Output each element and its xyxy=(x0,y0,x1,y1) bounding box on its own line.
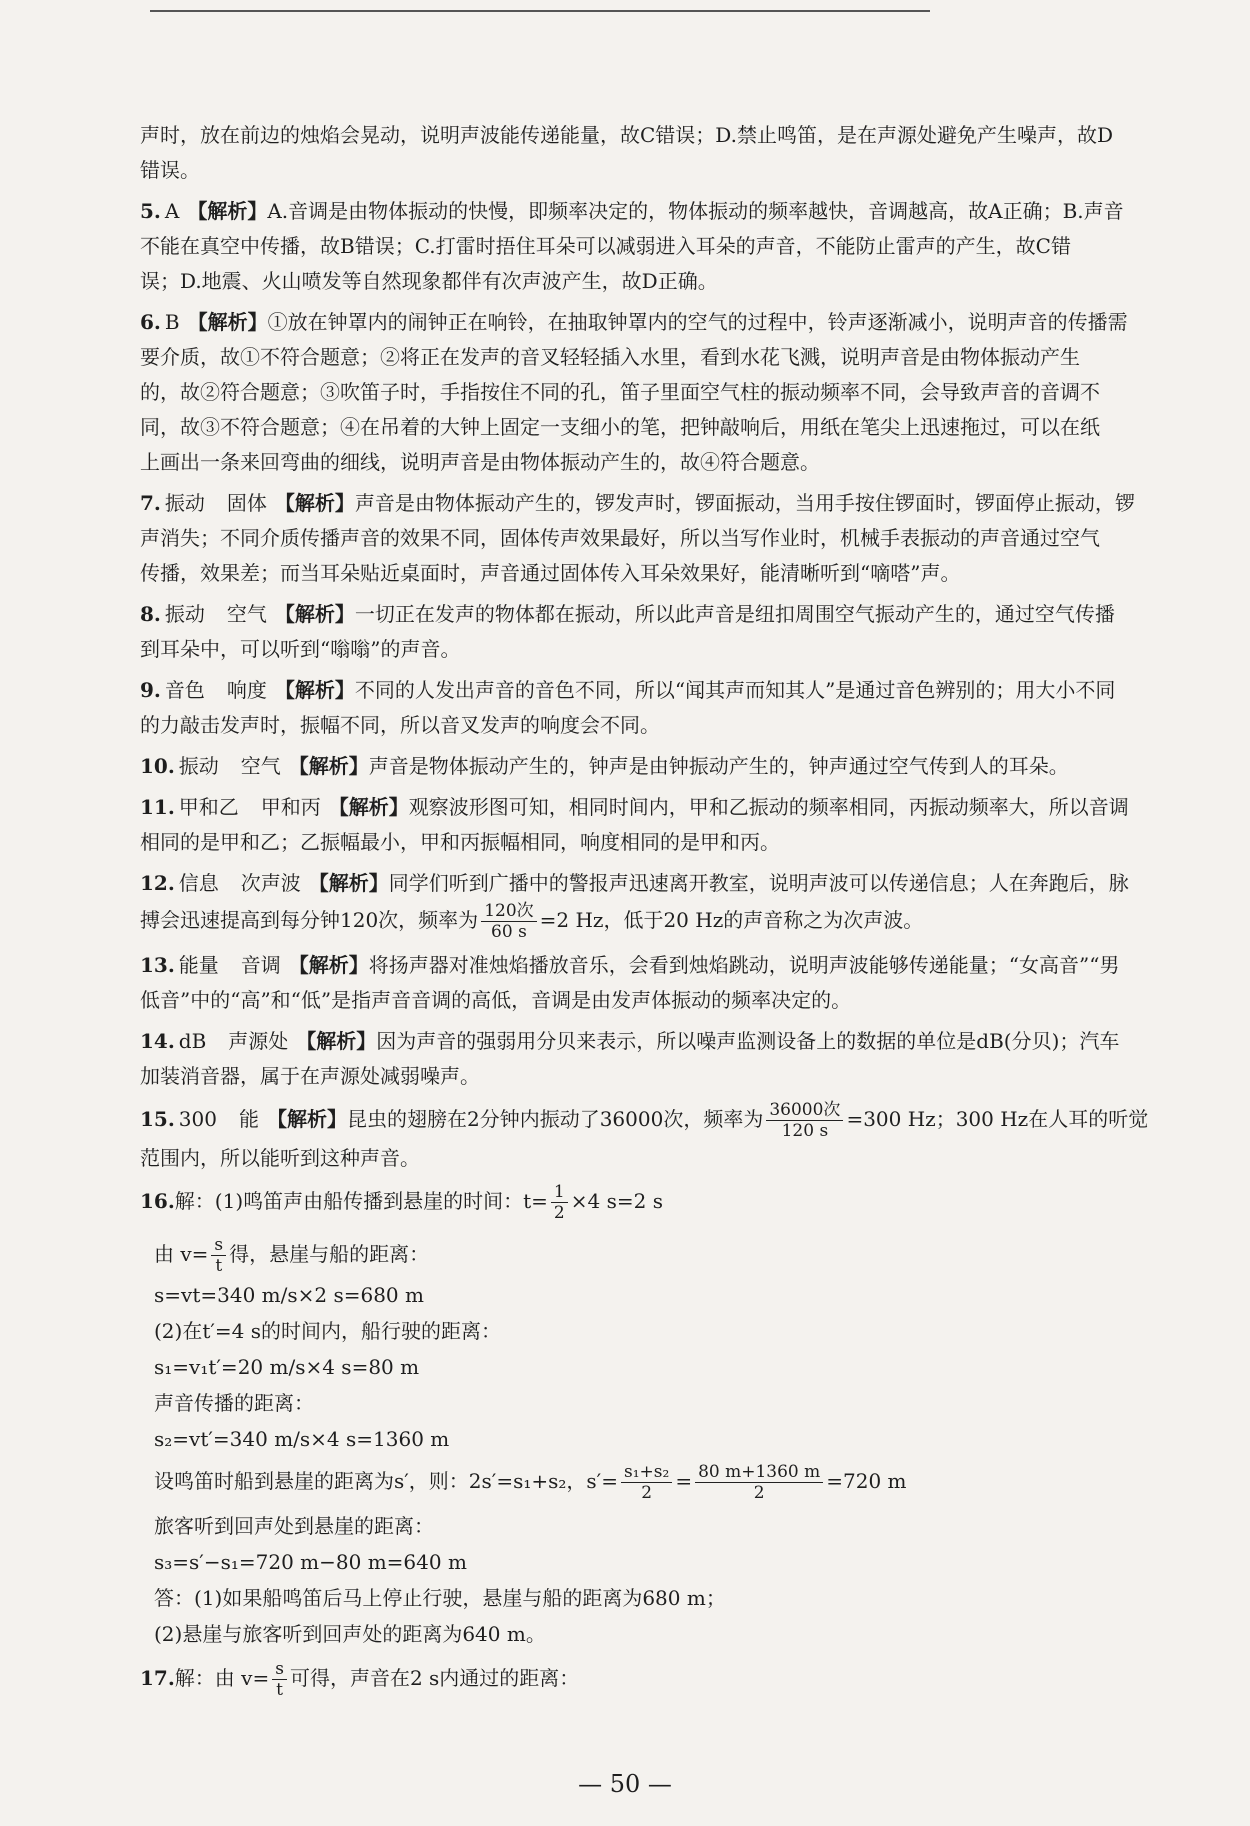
q16-number: 16. xyxy=(140,1189,175,1213)
q9-item: 9. 音色 响度 【解析】不同的人发出声音的音色不同，所以“闻其声而知其人”是通过音色辨别的；用大小不同 的力敲击发声时，振幅不同，所以音叉发声的响度会不同。 xyxy=(140,678,1116,737)
q6-analysis-tag: 【解析】 xyxy=(187,310,268,334)
q4-continuation: 声时，放在前边的烛焰会晃动，说明声波能传递能量，故C错误；D.禁止鸣笛，是在声源处避免产生噪声，故D 错误。 xyxy=(140,123,1114,182)
q13-analysis-tag: 【解析】 xyxy=(288,953,369,977)
q7-answer-2: 固体 xyxy=(226,491,267,515)
q16-fraction-velocity: $\frac{s}{t}$ xyxy=(211,1235,226,1276)
q6-number: 6. xyxy=(140,310,161,334)
q5-answer: A xyxy=(164,199,180,223)
q12-analysis-tag: 【解析】 xyxy=(308,871,389,895)
q12-item: 12. 信息 次声波 【解析】同学们听到广播中的警报声迅速离开教室，说明声波可以传递信息；人在奔跑后，脉 搏会迅速提高到每分钟120次，频率为 $\frac{\text{120次}}{60 s}$ =2 Hz，低于20 Hz的声音称之为次声波。 xyxy=(140,871,1129,942)
q12-answer-1: 信息 xyxy=(178,871,219,895)
q6-answer: B xyxy=(164,310,180,334)
q11-analysis-tag: 【解析】 xyxy=(328,795,409,819)
q14-analysis-tag: 【解析】 xyxy=(296,1029,377,1053)
q6-item: 6. B 【解析】①放在钟罩内的闹钟正在响铃，在抽取钟罩内的空气的过程中，铃声逐渐减小，说明声音的传播需 要介质，故①不符合题意；②将正在发声的音叉轻轻插入水里，看到水花飞溅，说明声音是由物体振动产生 的，故②符合题意；③吹笛子时，手指按住不同的孔，笛子里面空气柱的振动频率不同，会导致声音的音调不 同，故③不符合题意；④在吊着的大钟上固定一支细小的笔，把钟敲响后，用纸在笔尖上迅速拖过，可以在纸 上画出一条来回弯曲的细线，说明声音是由物体振动产生的，故④符合题意。 xyxy=(140,310,1128,474)
q7-answer-1: 振动 xyxy=(164,491,205,515)
q11-number: 11. xyxy=(140,795,175,819)
answer-page xyxy=(140,118,1170,1706)
q7-analysis-tag: 【解析】 xyxy=(274,491,355,515)
q10-answer-2: 空气 xyxy=(240,754,281,778)
q15-answer-2: 能 xyxy=(238,1107,259,1131)
q9-answer-1: 音色 xyxy=(164,678,205,702)
q9-number: 9. xyxy=(140,678,161,702)
q14-number: 14. xyxy=(140,1029,175,1053)
q8-number: 8. xyxy=(140,602,161,626)
q17-number: 17. xyxy=(140,1666,175,1690)
q13-answer-2: 音调 xyxy=(240,953,281,977)
q15-fraction: $\frac{\text{36000次}}{120 s}$ xyxy=(766,1100,843,1141)
q5-number: 5. xyxy=(140,199,161,223)
q17-item: 17.解：由 v= $\frac{s}{t}$ 可得，声音在2 s内通过的距离： xyxy=(140,1659,580,1700)
top-rule xyxy=(150,10,930,12)
q16-fraction-half: $\frac{1}{2}$ xyxy=(551,1182,568,1223)
q5-item: 5. A 【解析】A.音调是由物体振动的快慢，即频率决定的，物体振动的频率越快，音调越高，故A正确；B.声音 不能在真空中传播，故B错误；C.打雷时捂住耳朵可以减弱进入耳朵的声音，不能防止雷声的产生，故C错 误；D.地震、火山喷发等自然现象都伴有次声波产生，故D正确。 xyxy=(140,199,1124,293)
q11-answer-2: 甲和丙 xyxy=(260,795,321,819)
q10-analysis-tag: 【解析】 xyxy=(288,754,369,778)
q13-number: 13. xyxy=(140,953,175,977)
q12-answer-2: 次声波 xyxy=(240,871,301,895)
q9-analysis-tag: 【解析】 xyxy=(274,678,355,702)
q15-item: 15. 300 能 【解析】昆虫的翅膀在2分钟内振动了36000次，频率为 $\frac{\text{36000次}}{120 s}$ =300 Hz；300 Hz在人耳的听觉 范围内，所以能听到这种声音。 xyxy=(140,1100,1149,1170)
q7-item: 7. 振动 固体 【解析】声音是由物体振动产生的，锣发声时，锣面振动，当用手按住锣面时，锣面停止振动，锣 声消失；不同介质传播声音的效果不同，固体传声效果最好，所以当写作业时，机械手表振动的声音通过空气 传播，效果差；而当耳朵贴近桌面时，声音通过固体传入耳朵效果好，能清晰听到“嘀嗒”声。 xyxy=(140,491,1135,585)
q7-number: 7. xyxy=(140,491,161,515)
q12-number: 12. xyxy=(140,871,175,895)
q9-answer-2: 响度 xyxy=(226,678,267,702)
page-number: — 50 — xyxy=(578,1770,672,1798)
q14-item: 14. dB 声源处 【解析】因为声音的强弱用分贝来表示，所以噪声监测设备上的数据的单位是dB(分贝)；汽车 加装消音器，属于在声源处减弱噪声。 xyxy=(140,1029,1120,1088)
q14-answer-1: dB xyxy=(178,1029,207,1053)
q11-answer-1: 甲和乙 xyxy=(178,795,239,819)
q5-analysis-tag: 【解析】 xyxy=(187,199,268,223)
q10-answer-1: 振动 xyxy=(178,754,219,778)
q15-number: 15. xyxy=(140,1107,175,1131)
q10-number: 10. xyxy=(140,754,175,778)
q10-item: 10. 振动 空气 【解析】声音是物体振动产生的，钟声是由钟振动产生的，钟声通过空气传到人的耳朵。 xyxy=(140,754,1069,778)
q14-answer-2: 声源处 xyxy=(228,1029,289,1053)
q8-item: 8. 振动 空气 【解析】一切正在发声的物体都在振动，所以此声音是纽扣周围空气振动产生的，通过空气传播 到耳朵中，可以听到“嗡嗡”的声音。 xyxy=(140,602,1115,661)
q16-fraction-sum: $\frac{\text{s₁+s₂}}{2}$ xyxy=(621,1462,672,1503)
q13-answer-1: 能量 xyxy=(178,953,219,977)
q17-fraction-velocity: $\frac{s}{t}$ xyxy=(272,1659,287,1700)
q16-item: 16.解：(1)鸣笛声由船传播到悬崖的时间：t= $\frac{1}{2}$ ×4 s=2 s 由 v= $\frac{s}{t}$ 得，悬崖与船的距离： s=vt=340 m/s×2 s=680 m (2)在t′=4 s的时间内，船行驶的距离： s₁=v₁t′=20 m/s×4 s=80 m 声音传播的距离： s₂=vt′=340 m/s×4 s=1360 m 设鸣笛时船到悬崖的距离为s′，则：2s′=s₁+s₂，s′= $\frac{\text{s₁+s₂}}{2}$ = $\frac{80 m+1360 m}{2}$ =720 m 旅客听到回声处到悬崖的距离： s₃=s′−s₁=720 m−80 m=640 m 答：(1)如果船鸣笛后马上停止行驶，悬崖与船的距离为680 m； (2)悬崖与旅客听到回声处的距离为640 m。 xyxy=(140,1182,907,1646)
q8-answer-2: 空气 xyxy=(226,602,267,626)
q16-fraction-values: $\frac{80 m+1360 m}{2}$ xyxy=(695,1462,823,1503)
q8-analysis-tag: 【解析】 xyxy=(274,602,355,626)
q8-answer-1: 振动 xyxy=(164,602,205,626)
q15-answer-1: 300 xyxy=(178,1107,217,1131)
q15-analysis-tag: 【解析】 xyxy=(266,1107,347,1131)
q11-item: 11. 甲和乙 甲和丙 【解析】观察波形图可知，相同时间内，甲和乙振动的频率相同，丙振动频率大，所以音调 相同的是甲和乙；乙振幅最小，甲和丙振幅相同，响度相同的是甲和丙。 xyxy=(140,795,1129,854)
q12-fraction: $\frac{\text{120次}}{60 s}$ xyxy=(481,901,536,942)
q13-item: 13. 能量 音调 【解析】将扬声器对准烛焰播放音乐，会看到烛焰跳动，说明声波能够传递能量；“女高音”“男 低音”中的“高”和“低”是指声音音调的高低，音调是由发声体振动的频率决定的。 xyxy=(140,953,1120,1012)
